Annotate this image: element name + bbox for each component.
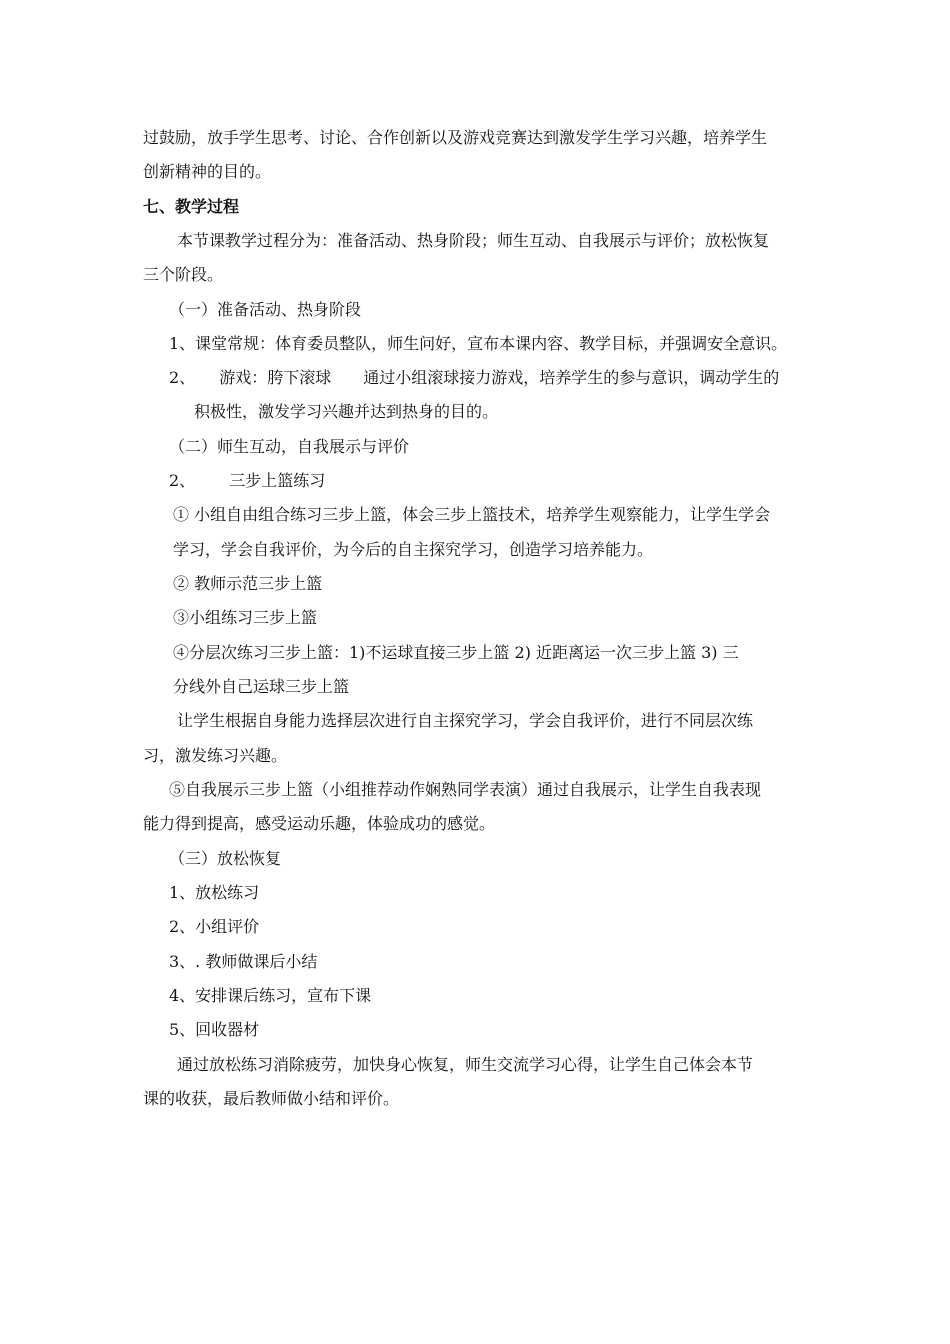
part1-item2-number: 2、 — [169, 368, 196, 387]
part3-summary-line-1: 通过放松练习消除疲劳，加快身心恢复，师生交流学习心得，让学生自己体会本节 — [177, 1055, 754, 1074]
part1-item1: 1、课堂常规：体育委员整队，师生问好，宣布本课内容、教学目标，并强调安全意识。 — [169, 334, 788, 353]
part2-step5-line-2: 能力得到提高，感受运动乐趣，体验成功的感觉。 — [143, 814, 496, 833]
part2-step1-line-1: ① 小组自由组合练习三步上篮，体会三步上篮技术，培养学生观察能力，让学生学会 — [173, 505, 771, 524]
part3-title: （三）放松恢复 — [169, 849, 282, 868]
part1-item2-name: 游戏：胯下滚球 — [219, 368, 332, 387]
part2-item — [169, 470, 325, 492]
overview-line-1: 本节课教学过程分为：准备活动、热身阶段；师生互动、自我展示与评价；放松恢复 — [177, 231, 770, 250]
overview-line-2: 三个阶段。 — [143, 265, 224, 284]
part1-item2 — [169, 367, 779, 389]
part2-step4-note-line-2: 习，激发练习兴趣。 — [143, 746, 288, 765]
intro-paragraph-line-1: 过鼓励，放手学生思考、讨论、合作创新以及游戏竞赛达到激发学生学习兴趣，培养学生 — [143, 128, 768, 147]
part2-item-name: 三步上篮练习 — [229, 471, 326, 490]
part3-summary-line-2: 课的收获，最后教师做小结和评价。 — [143, 1089, 400, 1108]
section-heading: 七、教学过程 — [143, 197, 240, 216]
part2-step4-note-line-1: 让学生根据自身能力选择层次进行自主探究学习，学会自我评价，进行不同层次练 — [177, 711, 754, 730]
part3-item-5: 5、回收器材 — [169, 1020, 260, 1039]
part2-step3: ③小组练习三步上篮 — [173, 608, 318, 627]
intro-paragraph-line-2: 创新精神的目的。 — [143, 162, 272, 181]
part2-step2: ② 教师示范三步上篮 — [173, 574, 323, 593]
part2-item-number: 2、 — [169, 471, 196, 490]
part3-item-1: 1、放松练习 — [169, 883, 260, 902]
part1-title: （一）准备活动、热身阶段 — [169, 300, 362, 319]
part3-item-3: 3、. 教师做课后小结 — [169, 952, 318, 971]
part2-step5-line-1: ⑤自我展示三步上篮（小组推荐动作娴熟同学表演）通过自我展示，让学生自我表现 — [169, 780, 762, 799]
part3-item-4: 4、安排课后练习，宣布下课 — [169, 986, 372, 1005]
part3-item-2: 2、小组评价 — [169, 917, 260, 936]
part2-step1-line-2: 学习，学会自我评价，为今后的自主探究学习，创造学习培养能力。 — [173, 540, 654, 559]
part1-item2-desc: 通过小组滚球接力游戏，培养学生的参与意识，调动学生的 — [363, 368, 780, 387]
part2-step4-line-2: 分线外自己运球三步上篮 — [173, 677, 350, 696]
part2-step4-line-1: ④分层次练习三步上篮：1)不运球直接三步上篮 2) 近距离运一次三步上篮 3) 三 — [173, 643, 739, 662]
part2-title: （二）师生互动，自我展示与评价 — [169, 437, 410, 456]
part1-item2-desc-cont: 积极性，激发学习兴趣并达到热身的目的。 — [194, 402, 499, 421]
